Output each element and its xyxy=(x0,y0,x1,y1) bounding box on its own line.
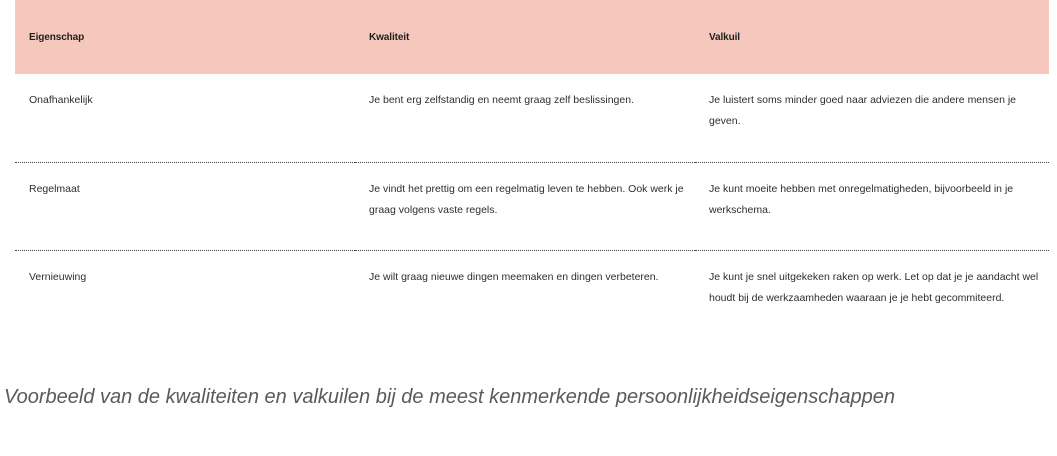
cell-valkuil: Je kunt je snel uitgekeken raken op werk. Let op dat je je aandacht wel houdt bij de werkzaamheden waaraan je je hebt gecommiteerd. xyxy=(709,270,1039,304)
traits-table-container xyxy=(15,0,1049,359)
table-caption: Voorbeeld van de kwaliteiten en valkuilen bij de meest kenmerkende persoonlijkheidseigenschappen xyxy=(4,386,895,408)
cell-valkuil: Je kunt moeite hebben met onregelmatigheden, bijvoorbeeld in je werkschema. xyxy=(709,182,1014,216)
table-row xyxy=(15,74,1049,162)
header-eigenschap: Eigenschap xyxy=(29,31,85,43)
traits-table xyxy=(15,0,1049,359)
table-row xyxy=(15,162,1049,250)
cell-eigenschap: Vernieuwing xyxy=(29,270,87,283)
table-header-row xyxy=(15,0,1049,74)
cell-kwaliteit: Je vindt het prettig om een regelmatig leven te hebben. Ook werk je graag volgens vaste regels. xyxy=(369,182,684,216)
header-valkuil: Valkuil xyxy=(709,31,740,43)
cell-eigenschap: Regelmaat xyxy=(29,182,80,195)
cell-eigenschap: Onafhankelijk xyxy=(29,94,93,106)
table-row xyxy=(15,250,1049,359)
cell-kwaliteit: Je wilt graag nieuwe dingen meemaken en dingen verbeteren. xyxy=(369,270,659,283)
header-kwaliteit: Kwaliteit xyxy=(369,31,410,43)
cell-valkuil: Je luistert soms minder goed naar adviezen die andere mensen je geven. xyxy=(709,94,1017,127)
cell-kwaliteit: Je bent erg zelfstandig en neemt graag zelf beslissingen. xyxy=(369,94,634,106)
